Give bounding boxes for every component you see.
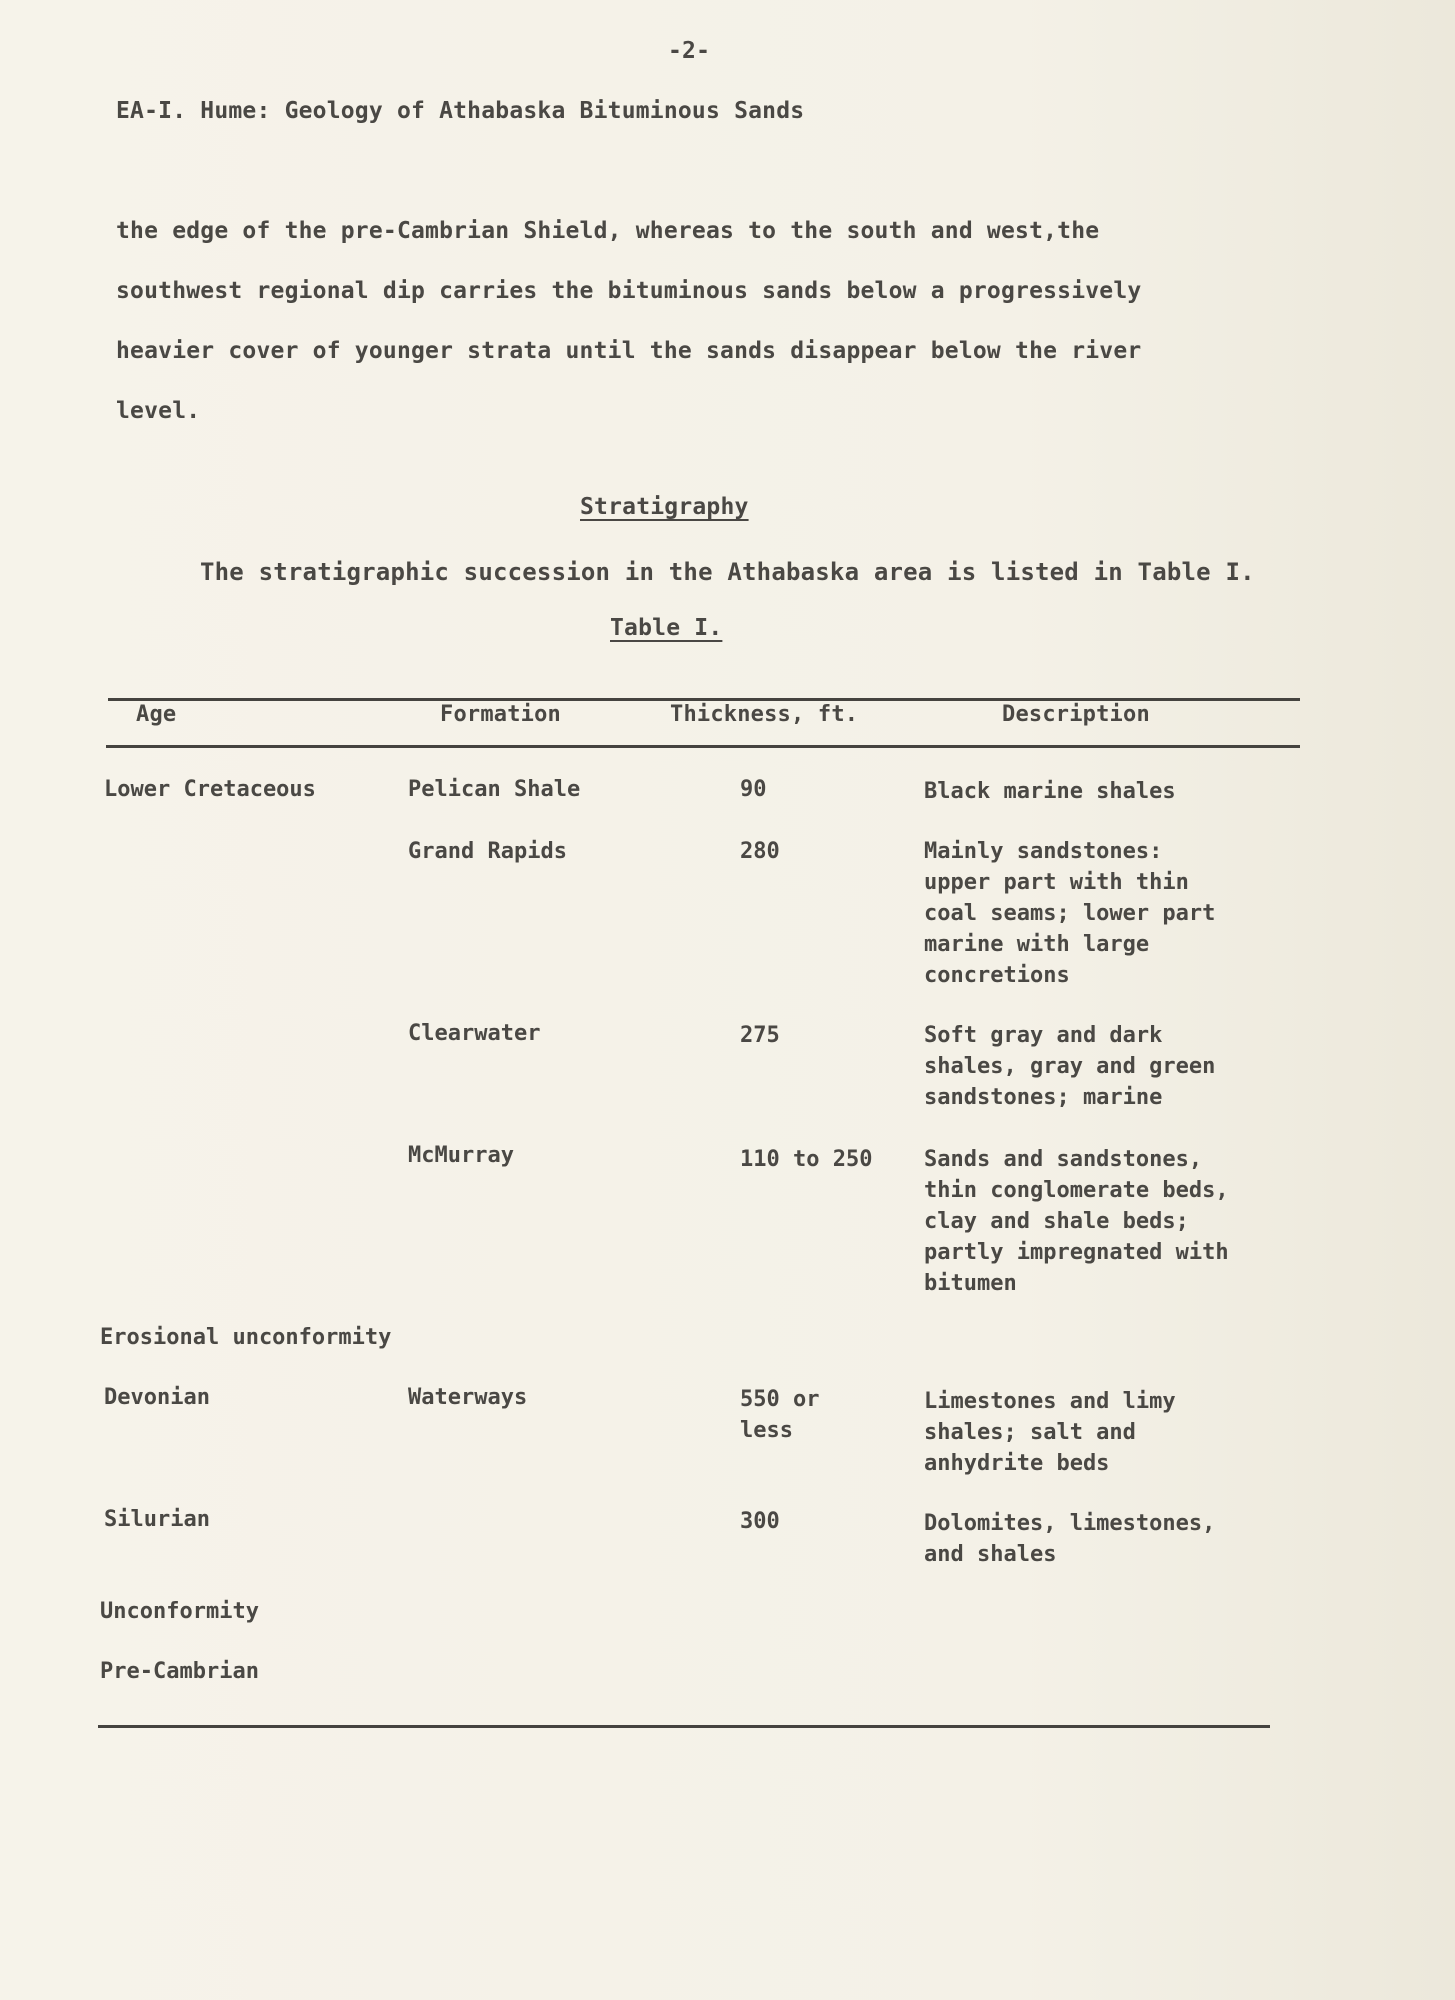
table-header-rule bbox=[106, 745, 1300, 748]
header-description: Description bbox=[1002, 702, 1150, 727]
page-number: -2- bbox=[668, 38, 711, 64]
table-row-1-description: Black marine shales bbox=[924, 779, 1176, 804]
table-row-3-formation: Clearwater bbox=[408, 1021, 541, 1046]
header-formation: Formation bbox=[440, 702, 562, 727]
paragraph-line-2: southwest regional dip carries the bituminous sands below a progressively bbox=[116, 278, 1142, 304]
table-row-2-description: Mainly sandstones: upper part with thin coal seams; lower part marine with large concretions bbox=[924, 839, 1216, 988]
table-row-2-thickness: 280 bbox=[740, 839, 780, 864]
table-row-1-thickness: 90 bbox=[740, 777, 767, 802]
table-row-2-formation: Grand Rapids bbox=[408, 839, 567, 864]
table-row-1-age: Lower Cretaceous bbox=[104, 777, 316, 802]
table-top-rule bbox=[108, 698, 1300, 701]
table-row-4-formation: McMurray bbox=[408, 1143, 514, 1168]
table-row-6-age: Devonian bbox=[104, 1385, 210, 1410]
paragraph-line-3: heavier cover of younger strata until the sands disappear below the river bbox=[116, 338, 1142, 364]
table-row-6-thickness: 550 or less bbox=[740, 1387, 820, 1443]
table-row-3-description: Soft gray and dark shales, gray and green sandstones; marine bbox=[924, 1023, 1216, 1110]
table-row-unconformity: Unconformity bbox=[100, 1599, 259, 1624]
paragraph-line-1: the edge of the pre-Cambrian Shield, whereas to the south and west,the bbox=[116, 218, 1100, 244]
table-row-1-formation: Pelican Shale bbox=[408, 777, 581, 802]
table-row-7-thickness: 300 bbox=[740, 1509, 780, 1534]
table-row-3-thickness: 275 bbox=[740, 1023, 780, 1048]
table-bottom-rule bbox=[98, 1725, 1270, 1728]
table-row-pre-cambrian: Pre-Cambrian bbox=[100, 1659, 259, 1684]
table-row-7-description: Dolomites, limestones, and shales bbox=[924, 1511, 1216, 1567]
header-age: Age bbox=[136, 702, 177, 727]
table-row-4-description: Sands and sandstones, thin conglomerate beds, clay and shale beds; partly impregnated with bitumen bbox=[924, 1147, 1229, 1296]
header-thickness: Thickness, ft. bbox=[670, 702, 859, 727]
section-title: Stratigraphy bbox=[580, 494, 749, 520]
running-header: EA-I. Hume: Geology of Athabaska Bituminous Sands bbox=[116, 98, 805, 124]
intro-sentence: The stratigraphic succession in the Athabaska area is listed in Table I. bbox=[200, 558, 1255, 586]
table-row-erosional-unconformity: Erosional unconformity bbox=[100, 1325, 392, 1350]
table-row-7-age: Silurian bbox=[104, 1507, 210, 1532]
table-row-6-formation: Waterways bbox=[408, 1385, 528, 1410]
table-row-6-description: Limestones and limy shales; salt and anhydrite beds bbox=[924, 1389, 1176, 1476]
paragraph-line-4: level. bbox=[116, 398, 201, 424]
table-caption: Table I. bbox=[610, 615, 723, 641]
table-row-4-thickness: 110 to 250 bbox=[740, 1147, 873, 1172]
